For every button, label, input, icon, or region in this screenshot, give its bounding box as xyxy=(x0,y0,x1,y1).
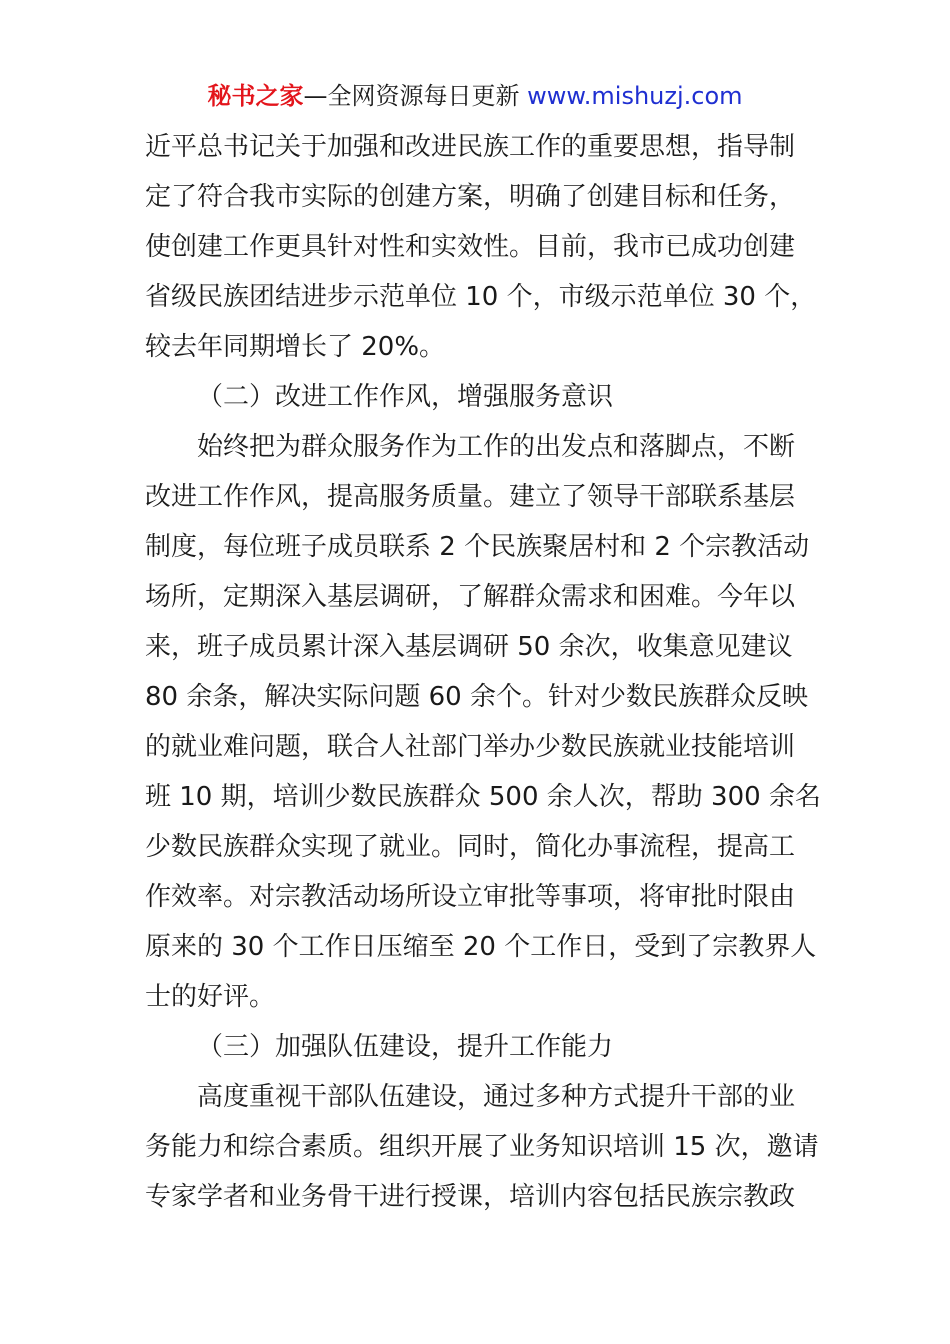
text-line: 使创建工作更具针对性和实效性。目前，我市已成功创建 xyxy=(145,232,796,262)
text-line: 少数民族群众实现了就业。同时，简化办事流程，提高工 xyxy=(145,832,796,862)
text-line: 定了符合我市实际的创建方案，明确了创建目标和任务， xyxy=(145,182,796,212)
site-url-link[interactable]: www.mishuzj.com xyxy=(527,82,743,110)
text-line: 场所，定期深入基层调研，了解群众需求和困难。今年以 xyxy=(145,582,796,612)
text-line: 改进工作作风，提高服务质量。建立了领导干部联系基层 xyxy=(145,482,796,512)
section-heading: （三）加强队伍建设，提升工作能力 xyxy=(197,1032,614,1062)
text-line: 来，班子成员累计深入基层调研 50 余次，收集意见建议 xyxy=(145,632,793,662)
text-line: 务能力和综合素质。组织开展了业务知识培训 15 次，邀请 xyxy=(145,1132,819,1162)
paragraph-start-line: 始终把为群众服务作为工作的出发点和落脚点，不断 xyxy=(197,432,796,462)
section-heading: （二）改进工作作风，增强服务意识 xyxy=(197,382,614,412)
text-line: 士的好评。 xyxy=(145,982,276,1012)
text-line: 班 10 期，培训少数民族群众 500 余人次，帮助 300 余名 xyxy=(145,782,821,812)
document-body xyxy=(145,122,821,1222)
site-tagline: —全网资源每日更新 xyxy=(303,82,520,110)
text-line: 的就业难问题，联合人社部门举办少数民族就业技能培训 xyxy=(145,732,796,762)
text-line: 省级民族团结进步示范单位 10 个，市级示范单位 30 个， xyxy=(145,282,817,312)
text-line: 作效率。对宗教活动场所设立审批等事项，将审批时限由 xyxy=(145,882,796,912)
page-header xyxy=(0,80,950,112)
paragraph-start-line: 高度重视干部队伍建设，通过多种方式提升干部的业 xyxy=(197,1082,796,1112)
text-line: 原来的 30 个工作日压缩至 20 个工作日，受到了宗教界人 xyxy=(145,932,817,962)
site-brand: 秘书之家 xyxy=(207,82,304,110)
text-line: 制度，每位班子成员联系 2 个民族聚居村和 2 个宗教活动 xyxy=(145,532,810,562)
text-line: 80 余条，解决实际问题 60 余个。针对少数民族群众反映 xyxy=(145,682,808,712)
text-line: 近平总书记关于加强和改进民族工作的重要思想，指导制 xyxy=(145,132,796,162)
text-line: 专家学者和业务骨干进行授课，培训内容包括民族宗教政 xyxy=(145,1182,796,1212)
text-line: 较去年同期增长了 20%。 xyxy=(145,332,446,362)
